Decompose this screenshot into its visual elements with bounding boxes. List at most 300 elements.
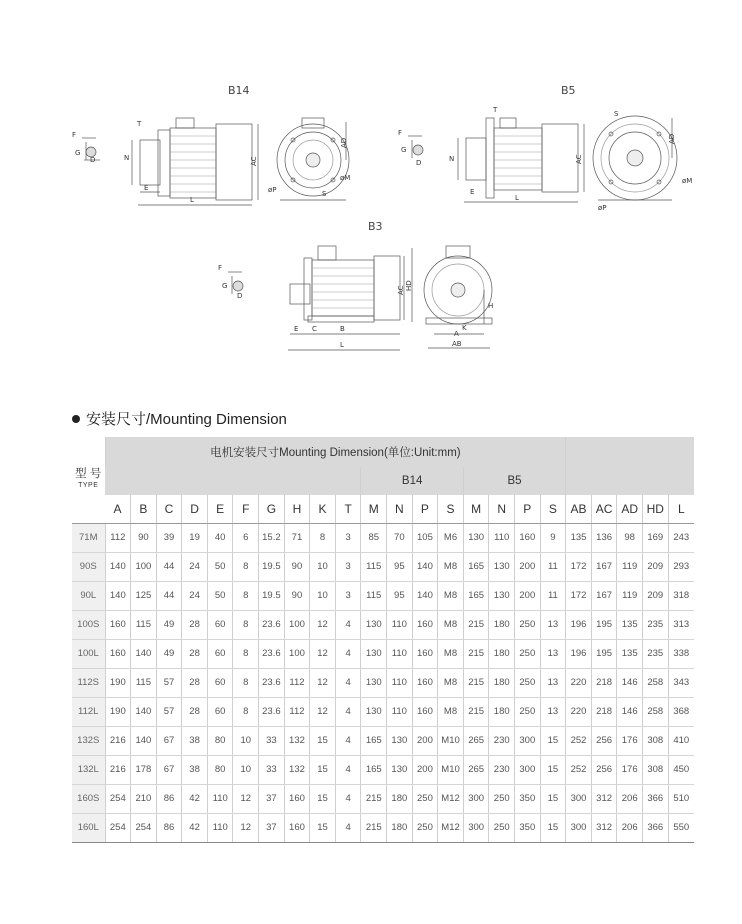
table-cell: 95 xyxy=(387,581,413,610)
table-cell: 250 xyxy=(489,813,515,842)
table-cell: 254 xyxy=(131,813,157,842)
table-cell: 250 xyxy=(515,668,541,697)
table-cell: 146 xyxy=(617,697,643,726)
table-cell: 350 xyxy=(515,813,541,842)
table-cell: 130 xyxy=(489,581,515,610)
table-row xyxy=(72,581,694,610)
table-cell: 196 xyxy=(566,639,592,668)
b3-g: G xyxy=(222,282,228,290)
table-cell: M6 xyxy=(438,523,464,552)
table-cell: 130 xyxy=(463,523,489,552)
b14-front-view xyxy=(268,118,350,200)
table-cell: 12 xyxy=(310,697,336,726)
table-cell: 167 xyxy=(591,581,617,610)
b14-f: F xyxy=(72,131,77,139)
table-cell: 165 xyxy=(361,755,387,784)
table-cell: 160 xyxy=(412,610,438,639)
b5-p: øP xyxy=(598,204,607,212)
table-cell: 8 xyxy=(310,523,336,552)
table-cell: 15.2 xyxy=(259,523,285,552)
group-b14: B14 xyxy=(361,467,463,495)
table-cell: 86 xyxy=(156,784,182,813)
table-cell: 300 xyxy=(515,755,541,784)
table-cell: 196 xyxy=(566,610,592,639)
view-label-b3: B3 xyxy=(368,220,383,233)
table-cell: 180 xyxy=(387,813,413,842)
column-header: T xyxy=(335,495,361,523)
row-type: 160S xyxy=(72,784,105,813)
table-cell: 254 xyxy=(105,784,131,813)
table-cell: 180 xyxy=(489,668,515,697)
column-header: N xyxy=(387,495,413,523)
table-row xyxy=(72,610,694,639)
type-sublabel: TYPE xyxy=(78,481,99,489)
table-cell: 28 xyxy=(182,668,208,697)
table-cell: 12 xyxy=(233,784,259,813)
section-title xyxy=(72,408,287,429)
table-row xyxy=(72,697,694,726)
table-cell: 15 xyxy=(310,726,336,755)
type-label: 型 号 xyxy=(75,467,102,480)
column-header: G xyxy=(259,495,285,523)
column-header: HD xyxy=(642,495,668,523)
table-cell: 60 xyxy=(207,639,233,668)
b14-key-detail xyxy=(72,131,100,164)
table-cell: 338 xyxy=(668,639,694,668)
b3-b: B xyxy=(340,325,345,333)
table-cell: 44 xyxy=(156,581,182,610)
table-cell: 176 xyxy=(617,726,643,755)
table-cell: 300 xyxy=(463,784,489,813)
table-cell: 195 xyxy=(591,639,617,668)
table-cell: 135 xyxy=(617,610,643,639)
table-cell: 195 xyxy=(591,610,617,639)
b14-m: øM xyxy=(340,174,351,182)
table-cell: 19 xyxy=(182,523,208,552)
b5-front-view xyxy=(593,110,692,212)
table-cell: 28 xyxy=(182,639,208,668)
column-header: E xyxy=(207,495,233,523)
table-cell: 23.6 xyxy=(259,639,285,668)
row-type: 90L xyxy=(72,581,105,610)
table-cell: 209 xyxy=(642,581,668,610)
table-cell: 160 xyxy=(105,610,131,639)
b14-p: øP xyxy=(268,186,277,194)
b14-n: N xyxy=(124,154,130,162)
table-cell: 12 xyxy=(310,610,336,639)
table-cell: 39 xyxy=(156,523,182,552)
table-cell: 8 xyxy=(233,639,259,668)
table-cell: 15 xyxy=(540,726,566,755)
table-body xyxy=(72,523,694,842)
table-cell: 165 xyxy=(361,726,387,755)
table-cell: 11 xyxy=(540,581,566,610)
table-cell: 258 xyxy=(642,697,668,726)
table-cell: 28 xyxy=(182,610,208,639)
table-cell: 265 xyxy=(463,755,489,784)
table-cell: 308 xyxy=(642,726,668,755)
table-cell: 132 xyxy=(284,755,310,784)
table-cell: 12 xyxy=(233,813,259,842)
group-b5: B5 xyxy=(463,467,565,495)
table-cell: 112 xyxy=(284,668,310,697)
table-cell: 293 xyxy=(668,552,694,581)
table-cell: 146 xyxy=(617,668,643,697)
table-cell: 215 xyxy=(463,639,489,668)
table-cell: 12 xyxy=(310,668,336,697)
table-cell: 250 xyxy=(515,639,541,668)
table-cell: M10 xyxy=(438,755,464,784)
table-cell: 135 xyxy=(617,639,643,668)
table-cell: 215 xyxy=(463,610,489,639)
table-cell: 180 xyxy=(489,610,515,639)
table-cell: 44 xyxy=(156,552,182,581)
main-header-blank xyxy=(566,437,694,495)
table-cell: 160 xyxy=(412,668,438,697)
table-cell: 60 xyxy=(207,697,233,726)
table-cell: 50 xyxy=(207,552,233,581)
b14-d: D xyxy=(90,156,96,164)
group-common-blank xyxy=(105,467,361,495)
table-cell: 125 xyxy=(131,581,157,610)
table-cell: 33 xyxy=(259,726,285,755)
table-cell: 3 xyxy=(335,523,361,552)
table-cell: 12 xyxy=(310,639,336,668)
table-cell: 250 xyxy=(515,610,541,639)
b5-key-detail xyxy=(398,129,423,167)
table-cell: 115 xyxy=(131,668,157,697)
table-cell: 265 xyxy=(463,726,489,755)
table-cell: 119 xyxy=(617,552,643,581)
drawing-canvas xyxy=(0,0,742,395)
table-cell: 130 xyxy=(489,552,515,581)
b14-ad: AD xyxy=(340,137,348,148)
b5-f: F xyxy=(398,129,403,137)
table-cell: 15 xyxy=(310,755,336,784)
table-cell: 250 xyxy=(515,697,541,726)
table-cell: 3 xyxy=(335,552,361,581)
table-cell: 11 xyxy=(540,552,566,581)
column-header: C xyxy=(156,495,182,523)
table-cell: 8 xyxy=(233,697,259,726)
table-cell: 130 xyxy=(387,755,413,784)
b3-c: C xyxy=(312,325,317,333)
table-cell: 200 xyxy=(412,726,438,755)
b5-s: S xyxy=(614,110,619,118)
table-cell: 9 xyxy=(540,523,566,552)
table-cell: 19.5 xyxy=(259,552,285,581)
bullet-icon xyxy=(72,415,80,423)
table-cell: 210 xyxy=(131,784,157,813)
table-cell: 216 xyxy=(105,726,131,755)
mounting-dimension-table xyxy=(72,437,694,843)
table-cell: 4 xyxy=(335,813,361,842)
table-cell: 4 xyxy=(335,726,361,755)
table-cell: 169 xyxy=(642,523,668,552)
table-cell: 258 xyxy=(642,668,668,697)
table-cell: 105 xyxy=(412,523,438,552)
table-cell: 112 xyxy=(284,697,310,726)
table-cell: 3 xyxy=(335,581,361,610)
table-cell: 37 xyxy=(259,813,285,842)
table-cell: 15 xyxy=(310,784,336,813)
table-cell: 4 xyxy=(335,784,361,813)
table-cell: 200 xyxy=(515,552,541,581)
table-cell: 215 xyxy=(463,697,489,726)
table-cell: 115 xyxy=(361,581,387,610)
table-row xyxy=(72,726,694,755)
table-cell: 180 xyxy=(387,784,413,813)
table-cell: 10 xyxy=(233,755,259,784)
table-cell: 243 xyxy=(668,523,694,552)
table-cell: 140 xyxy=(131,726,157,755)
b14-s: S xyxy=(322,190,327,198)
table-cell: 160 xyxy=(412,697,438,726)
table-cell: 215 xyxy=(361,784,387,813)
b5-d: D xyxy=(416,159,422,167)
table-cell: 115 xyxy=(361,552,387,581)
table-cell: M12 xyxy=(438,784,464,813)
table-cell: M8 xyxy=(438,610,464,639)
table-cell: 37 xyxy=(259,784,285,813)
table-cell: 110 xyxy=(387,697,413,726)
table-cell: 550 xyxy=(668,813,694,842)
table-cell: 112 xyxy=(105,523,131,552)
table-cell: 450 xyxy=(668,755,694,784)
table-cell: 4 xyxy=(335,610,361,639)
table-cell: 85 xyxy=(361,523,387,552)
table-cell: 230 xyxy=(489,726,515,755)
b5-t: T xyxy=(493,106,498,114)
table-cell: 10 xyxy=(310,581,336,610)
table-cell: 209 xyxy=(642,552,668,581)
table-cell: 160 xyxy=(412,639,438,668)
table-row xyxy=(72,784,694,813)
row-type: 100S xyxy=(72,610,105,639)
table-cell: 23.6 xyxy=(259,697,285,726)
table-cell: 313 xyxy=(668,610,694,639)
table-cell: 15 xyxy=(540,755,566,784)
column-header: F xyxy=(233,495,259,523)
table-cell: 160 xyxy=(284,784,310,813)
table-cell: 49 xyxy=(156,639,182,668)
b14-l: L xyxy=(190,196,194,204)
table-cell: 28 xyxy=(182,697,208,726)
table-cell: 206 xyxy=(617,813,643,842)
column-header: A xyxy=(105,495,131,523)
table-cell: 119 xyxy=(617,581,643,610)
table-cell: 235 xyxy=(642,639,668,668)
table-cell: 368 xyxy=(668,697,694,726)
table-cell: 250 xyxy=(412,784,438,813)
table-cell: 165 xyxy=(463,552,489,581)
table-cell: 71 xyxy=(284,523,310,552)
table-cell: 250 xyxy=(412,813,438,842)
table-cell: 312 xyxy=(591,813,617,842)
column-header: M xyxy=(463,495,489,523)
column-header: P xyxy=(412,495,438,523)
view-label-b5: B5 xyxy=(561,84,576,97)
b3-front-view xyxy=(424,246,493,348)
b14-ac: AC xyxy=(250,156,258,166)
table-cell: 13 xyxy=(540,610,566,639)
table-row xyxy=(72,755,694,784)
table-cell: 200 xyxy=(515,581,541,610)
table-cell: 230 xyxy=(489,755,515,784)
table-cell: 218 xyxy=(591,697,617,726)
table-cell: 140 xyxy=(412,581,438,610)
table-row xyxy=(72,523,694,552)
column-header: H xyxy=(284,495,310,523)
technical-drawings xyxy=(0,0,742,395)
table-cell: 4 xyxy=(335,639,361,668)
b5-e: E xyxy=(470,188,475,196)
column-header: AB xyxy=(566,495,592,523)
table-cell: 80 xyxy=(207,755,233,784)
column-header: N xyxy=(489,495,515,523)
table-cell: 110 xyxy=(207,813,233,842)
table-cell: 57 xyxy=(156,697,182,726)
table-cell: 67 xyxy=(156,755,182,784)
b3-k: K xyxy=(462,324,467,332)
table-cell: 110 xyxy=(207,784,233,813)
b14-t: T xyxy=(137,120,142,128)
table-cell: 140 xyxy=(412,552,438,581)
b5-n: N xyxy=(449,155,455,163)
table-cell: 312 xyxy=(591,784,617,813)
b3-a: A xyxy=(454,330,459,338)
table-cell: 15 xyxy=(540,813,566,842)
b5-m: øM xyxy=(682,177,693,185)
table-cell: 10 xyxy=(310,552,336,581)
section-title-text: 安装尺寸/Mounting Dimension xyxy=(86,411,287,428)
table-cell: 180 xyxy=(489,697,515,726)
table-cell: 167 xyxy=(591,552,617,581)
b14-g: G xyxy=(75,149,81,157)
table-cell: 67 xyxy=(156,726,182,755)
table-cell: 235 xyxy=(642,610,668,639)
table-cell: 172 xyxy=(566,552,592,581)
table-cell: 254 xyxy=(105,813,131,842)
table-cell: M8 xyxy=(438,668,464,697)
table-cell: 140 xyxy=(131,697,157,726)
column-header: AC xyxy=(591,495,617,523)
row-type: 100L xyxy=(72,639,105,668)
table-cell: 24 xyxy=(182,581,208,610)
b3-h: H xyxy=(488,302,494,310)
table-cell: 33 xyxy=(259,755,285,784)
table-cell: 136 xyxy=(591,523,617,552)
table-cell: 252 xyxy=(566,755,592,784)
table-cell: 49 xyxy=(156,610,182,639)
table-cell: 4 xyxy=(335,668,361,697)
table-cell: 140 xyxy=(105,552,131,581)
table-cell: 90 xyxy=(284,552,310,581)
row-type: 112S xyxy=(72,668,105,697)
table-row xyxy=(72,813,694,842)
table-cell: 6 xyxy=(233,523,259,552)
b5-ac: AC xyxy=(575,154,583,164)
row-type: 132L xyxy=(72,755,105,784)
b14-side-view xyxy=(124,118,258,205)
b5-ad: AD xyxy=(668,133,676,144)
table-cell: 318 xyxy=(668,581,694,610)
column-header: B xyxy=(131,495,157,523)
column-header: M xyxy=(361,495,387,523)
table-cell: 15 xyxy=(310,813,336,842)
table-cell: 10 xyxy=(233,726,259,755)
table-cell: 140 xyxy=(105,581,131,610)
row-type: 90S xyxy=(72,552,105,581)
table-cell: 60 xyxy=(207,668,233,697)
table-cell: M8 xyxy=(438,581,464,610)
row-type: 160L xyxy=(72,813,105,842)
table-cell: M12 xyxy=(438,813,464,842)
table-cell: 300 xyxy=(463,813,489,842)
view-label-b14: B14 xyxy=(228,84,250,97)
table-cell: 140 xyxy=(131,639,157,668)
table-cell: M8 xyxy=(438,552,464,581)
table-cell: 160 xyxy=(284,813,310,842)
table-cell: 206 xyxy=(617,784,643,813)
column-header: S xyxy=(540,495,566,523)
table-row xyxy=(72,639,694,668)
type-header xyxy=(72,437,105,523)
row-type: 132S xyxy=(72,726,105,755)
table-cell: M8 xyxy=(438,697,464,726)
table-cell: 15 xyxy=(540,784,566,813)
table-cell: 100 xyxy=(284,639,310,668)
table-row xyxy=(72,552,694,581)
table-cell: 8 xyxy=(233,610,259,639)
table-cell: 256 xyxy=(591,755,617,784)
table-cell: 4 xyxy=(335,697,361,726)
table-cell: 172 xyxy=(566,581,592,610)
table-cell: 165 xyxy=(463,581,489,610)
table-cell: M8 xyxy=(438,639,464,668)
table-cell: 180 xyxy=(489,639,515,668)
b3-key-detail xyxy=(218,264,243,300)
table-cell: 24 xyxy=(182,552,208,581)
table-cell: 410 xyxy=(668,726,694,755)
table-cell: 350 xyxy=(515,784,541,813)
table-cell: 42 xyxy=(182,813,208,842)
table-cell: 178 xyxy=(131,755,157,784)
table-cell: 130 xyxy=(361,697,387,726)
table-cell: 60 xyxy=(207,610,233,639)
table-cell: 98 xyxy=(617,523,643,552)
b5-g: G xyxy=(401,146,407,154)
table-cell: 38 xyxy=(182,726,208,755)
table-cell: 215 xyxy=(463,668,489,697)
table-cell: M10 xyxy=(438,726,464,755)
b3-l: L xyxy=(340,341,344,349)
b14-e: E xyxy=(144,184,149,192)
table-cell: 343 xyxy=(668,668,694,697)
b3-side-view xyxy=(288,246,413,350)
table-cell: 13 xyxy=(540,639,566,668)
column-header-row xyxy=(72,495,694,523)
table-cell: 135 xyxy=(566,523,592,552)
table-cell: 42 xyxy=(182,784,208,813)
table-cell: 57 xyxy=(156,668,182,697)
table-cell: 215 xyxy=(361,813,387,842)
table-cell: 8 xyxy=(233,668,259,697)
table-cell: 19.5 xyxy=(259,581,285,610)
row-type: 112L xyxy=(72,697,105,726)
table-cell: 115 xyxy=(131,610,157,639)
table-cell: 300 xyxy=(566,813,592,842)
